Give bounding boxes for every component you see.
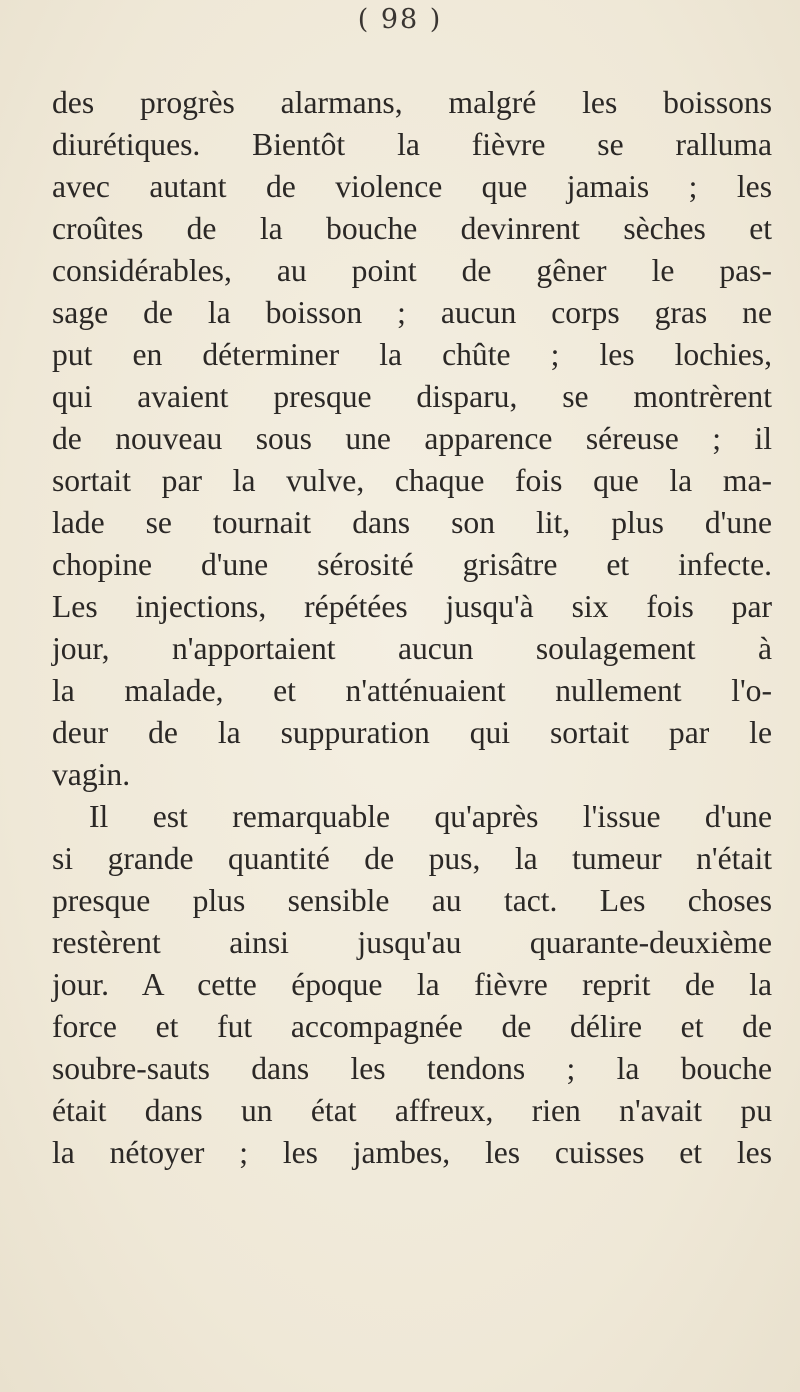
text-line: considérables, au point de gêner le pas- xyxy=(52,253,772,288)
text-line: croûtes de la bouche devinrent sèches et xyxy=(52,211,772,246)
text-line: si grande quantité de pus, la tumeur n'était xyxy=(52,841,772,876)
text-line: deur de la suppuration qui sortait par le xyxy=(52,715,772,750)
text-line: jour, n'apportaient aucun soulagement à xyxy=(52,631,772,666)
text-line: la nétoyer ; les jambes, les cuisses et les xyxy=(52,1135,772,1170)
text-line: vagin. xyxy=(52,757,131,792)
text-line: des progrès alarmans, malgré les boissons xyxy=(52,85,772,120)
text-line: qui avaient presque disparu, se montrèrent xyxy=(52,379,772,414)
text-line: chopine d'une sérosité grisâtre et infecte. xyxy=(52,547,772,582)
text-line: put en déterminer la chûte ; les lochies, xyxy=(52,337,772,372)
page-number: ( 98 ) xyxy=(357,4,443,35)
text-line: sage de la boisson ; aucun corps gras ne xyxy=(52,295,772,330)
text-line: la malade, et n'atténuaient nullement l'o- xyxy=(52,673,772,708)
text-line: de nouveau sous une apparence séreuse ; il xyxy=(52,421,772,456)
text-line: force et fut accompagnée de délire et de xyxy=(52,1009,772,1044)
text-line: avec autant de violence que jamais ; les xyxy=(52,169,772,204)
paragraph-start-line: Il est remarquable qu'après l'issue d'une xyxy=(89,799,772,834)
text-line: jour. A cette époque la fièvre reprit de la xyxy=(52,967,772,1002)
text-line: soubre-sauts dans les tendons ; la bouche xyxy=(52,1051,772,1086)
text-line: restèrent ainsi jusqu'au quarante-deuxième xyxy=(52,925,772,960)
text-line: lade se tournait dans son lit, plus d'une xyxy=(52,505,772,540)
text-line: Les injections, répétées jusqu'à six fois par xyxy=(52,589,772,624)
text-line: était dans un état affreux, rien n'avait pu xyxy=(52,1093,772,1128)
text-line: sortait par la vulve, chaque fois que la ma- xyxy=(52,463,772,498)
text-line: diurétiques. Bientôt la fièvre se ralluma xyxy=(52,127,772,162)
body-text xyxy=(52,82,772,1174)
text-line: presque plus sensible au tact. Les choses xyxy=(52,883,772,918)
